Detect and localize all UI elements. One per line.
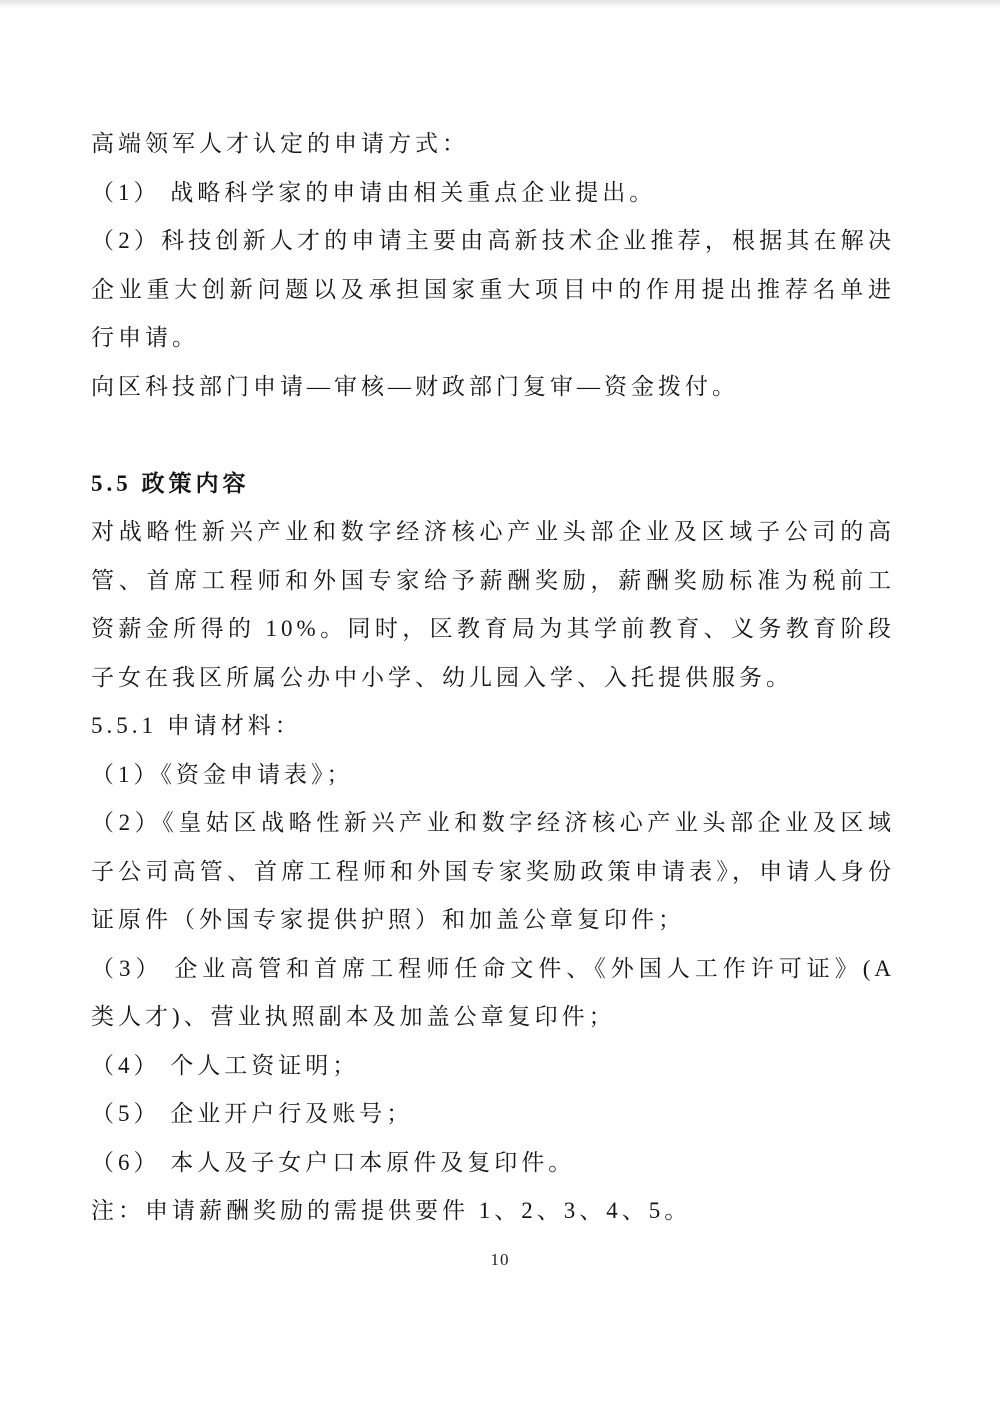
paragraph-process-flow: 向区科技部门申请—审核—财政部门复审—资金拨付。 — [91, 373, 739, 399]
paragraph-policy-content: 对战略性新兴产业和数字经济核心产业头部企业及区域子公司的高管、首席工程师和外国专家给予薪酬奖励，薪酬奖励标准为税前工资薪金所得的 10%。同时，区教育局为其学前教育、义务教育阶段子女在我区所属公办中小学、幼儿园入学、入托提供服务。 — [91, 519, 895, 690]
material-item-3: （3） 企业高管和首席工程师任命文件、《外国人工作许可证》(A 类人才)、营业执照副本及加盖公章复印件； — [91, 955, 895, 1029]
material-item-6: （6） 本人及子女户口本原件及复印件。 — [91, 1149, 576, 1175]
document-body — [91, 120, 895, 1236]
material-item-4: （4） 个人工资证明； — [91, 1052, 360, 1078]
section-heading-5-5: 5.5 政策内容 — [91, 470, 250, 496]
subsection-heading-5-5-1: 5.5.1 申请材料： — [91, 713, 302, 738]
page-number: 10 — [490, 1250, 510, 1269]
paragraph-application-method-title: 高端领军人才认定的申请方式： — [91, 131, 469, 156]
note-line: 注：申请薪酬奖励的需提供要件 1、2、3、4、5。 — [91, 1198, 692, 1223]
scan-edge-artifact — [0, 0, 1000, 8]
material-item-1: （1）《资金申请表》； — [91, 761, 354, 787]
material-item-5: （5） 企业开户行及账号； — [91, 1101, 414, 1126]
intro-list-item-1: （1） 战略科学家的申请由相关重点企业提出。 — [91, 179, 657, 205]
intro-list-item-2: （2）科技创新人才的申请主要由高新技术企业推荐，根据其在解决企业重大创新问题以及承担国家重大项目中的作用提出推荐名单进行申请。 — [91, 228, 895, 350]
material-item-2: （2）《皇姑区战略性新兴产业和数字经济核心产业头部企业及区域子公司高管、首席工程师和外国专家奖励政策申请表》，申请人身份证原件（外国专家提供护照）和加盖公章复印件； — [91, 810, 895, 932]
